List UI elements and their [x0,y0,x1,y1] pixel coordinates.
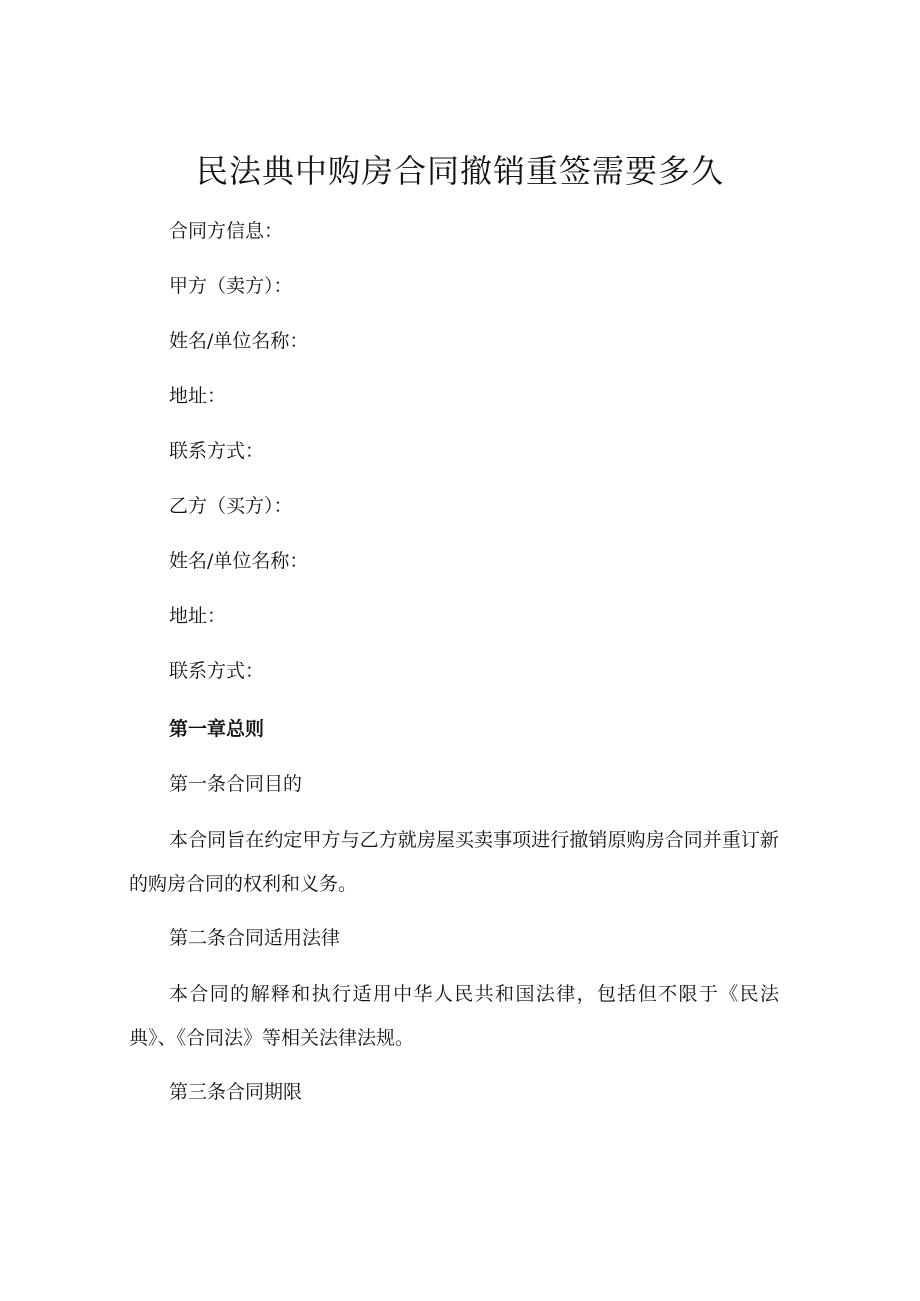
chapter-1-title: 第一章总则 [169,718,265,740]
party-a-label: 甲方（卖方）： [169,275,293,297]
document-title: 民法典中购房合同撤销重签需要多久 [195,152,724,190]
party-b-address-label: 地址： [169,605,227,627]
article-3-title: 第三条合同期限 [169,1081,303,1103]
article-2-text: 本合同的解释和执行适用中华人民共和国法律，包括但不限于《民法典》、《合同法》等相关法律法规。 [129,983,779,1049]
party-a-address-label: 地址： [169,385,227,407]
parties-heading: 合同方信息： [169,220,284,242]
party-a-contact-label: 联系方式： [169,440,265,462]
article-1-text: 本合同旨在约定甲方与乙方就房屋买卖事项进行撤销原购房合同并重订新的购房合同的权利和义务。 [129,829,779,895]
party-a-name-label: 姓名/单位名称： [169,330,309,352]
party-b-name-label: 姓名/单位名称： [169,550,309,572]
article-1-title: 第一条合同目的 [169,773,303,795]
party-b-label: 乙方（买方）： [169,495,293,517]
article-2-title: 第二条合同适用法律 [169,927,341,949]
party-b-contact-label: 联系方式： [169,660,265,682]
